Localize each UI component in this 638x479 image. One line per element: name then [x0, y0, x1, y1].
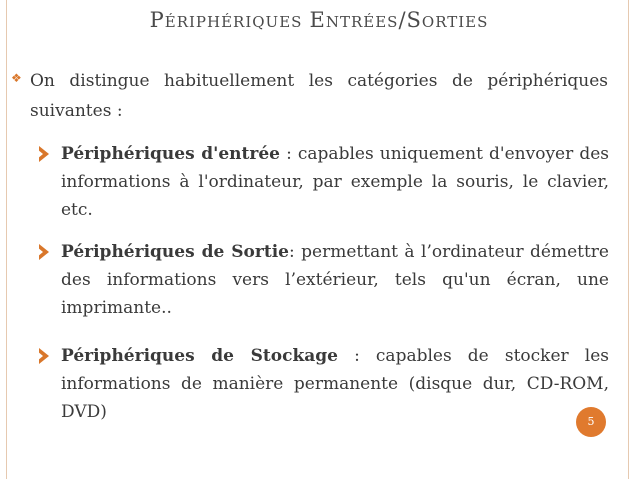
list-item-text: [61, 140, 609, 224]
slide-title: [0, 8, 638, 32]
title-part: S: [406, 8, 422, 32]
title-part: /: [398, 8, 407, 32]
arrow-bullet-icon: [39, 348, 49, 364]
list-item-term: Périphériques de Sortie: [61, 242, 289, 262]
intro-paragraph: On distingue habituellement les catégories de périphériques suivantes :: [30, 71, 608, 121]
list-item-description: : permettant à l’ordinateur démettre des informations vers l’extérieur, tels qu'un écran, une imprimante..: [61, 242, 609, 318]
diamond-bullet-icon: ❖: [11, 71, 22, 85]
list-item-text: [61, 342, 609, 426]
list-item-description: : capables uniquement d'envoyer des informations à l'ordinateur, par exemple la souris, le clavier, etc.: [61, 144, 609, 220]
title-part: ORTIES: [421, 13, 489, 31]
arrow-bullet-icon: [39, 244, 49, 260]
title-part: P: [149, 8, 165, 32]
list-item: [39, 140, 609, 230]
list-item-description: : capables de stocker les informations de manière permanente (disque dur, CD-ROM, DVD): [61, 346, 609, 422]
title-part: E: [309, 8, 326, 32]
list-item-term: Périphériques d'entrée: [61, 144, 280, 164]
left-rule: [6, 0, 7, 479]
arrow-bullet-icon: [39, 146, 49, 162]
page-number-badge: 5: [576, 407, 606, 437]
list-item: [39, 238, 609, 328]
list-item-term: Périphériques de Stockage: [61, 346, 338, 366]
list-item-text: [61, 238, 609, 322]
right-rule: [628, 0, 629, 479]
list-item: [39, 342, 609, 432]
title-part: NTRÉES: [325, 13, 399, 31]
title-part: ÉRIPHÉRIQUES: [164, 13, 303, 31]
